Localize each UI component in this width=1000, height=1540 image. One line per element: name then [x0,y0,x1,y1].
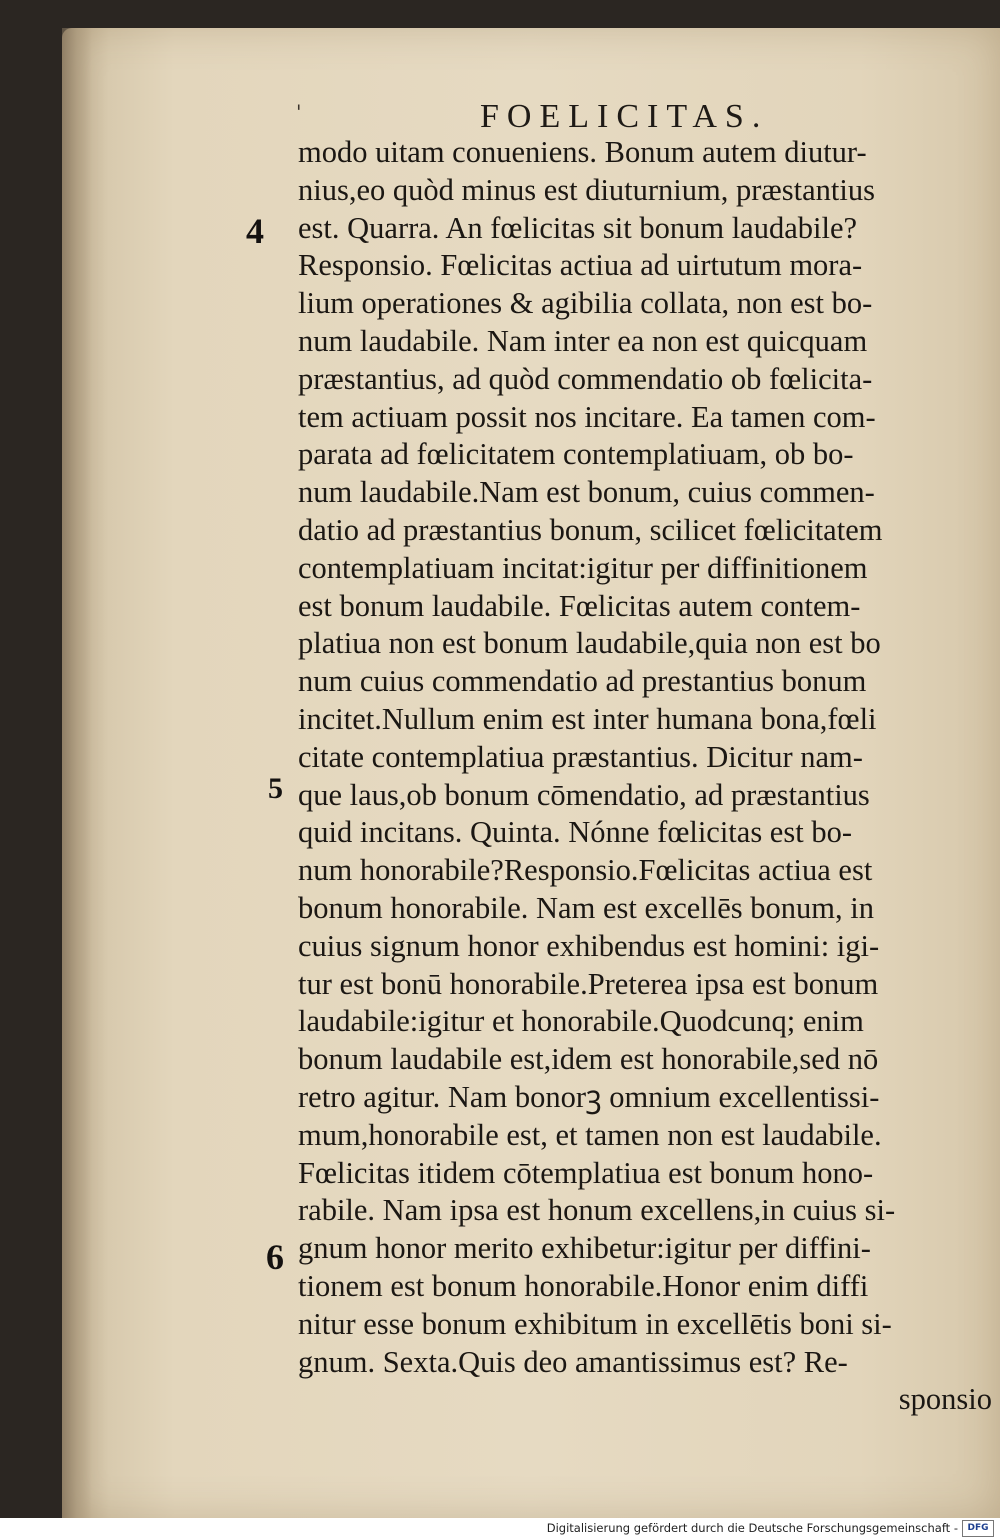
text-line: datio ad præstantius bonum, scilicet fœlicitatem [298,512,883,547]
margin-number-4: 4 [246,211,264,251]
text-line: Fœlicitas itidem cōtemplatiua est bonum hono- [298,1155,874,1190]
text-line: num laudabile.Nam est bonum, cuius commen- [298,475,875,510]
body-text [298,134,1000,1419]
dfg-logo-icon: DFG [962,1520,994,1537]
text-line: citate contemplatiua præstantius. Dicitur nam- [298,739,863,774]
text-line: tem actiuam possit nos incitare. Ea tamen com- [298,399,876,434]
page-gutter-shadow [62,28,92,1518]
text-line: gnum honor merito exhibetur:igitur per diffini- [298,1231,871,1266]
text-line: platiua non est bonum laudabile,quia non est bo [298,626,881,661]
text-line: contemplatiuam incitat:igitur per diffinitionem [298,550,868,585]
text-line: præstantius, ad quòd commendatio ob fœlicita- [298,361,873,396]
text-line: cuius signum honor exhibendus est homini: igi- [298,928,880,963]
text-line: que laus,ob bonum cōmendatio, ad præstantius [298,777,870,812]
text-line: retro agitur. Nam bonorꝫ omnium excellentissi- [298,1079,880,1114]
funding-credit: Digitalisierung gefördert durch die Deutsche Forschungsgemeinschaft - [546,1521,958,1535]
text-line: Responsio. Fœlicitas actiua ad uirtutum mora- [298,248,863,283]
text-line: num honorabile?Responsio.Fœlicitas actiua est [298,853,873,888]
margin-number-5: 5 [268,772,283,805]
text-line: lium operationes & agibilia collata, non est bo- [298,286,873,321]
text-line: tur est bonū honorabile.Preterea ipsa est bonum [298,966,879,1001]
text-line: parata ad fœlicitatem contemplatiuam, ob bo- [298,437,854,472]
text-line: nitur esse bonum exhibitum in excellētis boni si- [298,1306,892,1341]
text-line: tionem est bonum honorabile.Honor enim diffi [298,1268,869,1303]
text-line: num laudabile. Nam inter ea non est quicquam [298,323,868,358]
text-line: bonum laudabile est,idem est honorabile,sed nō [298,1042,879,1077]
text-line: num cuius commendatio ad prestantius bonum [298,664,867,699]
text-line: laudabile:igitur et honorabile.Quodcunq; enim [298,1004,864,1039]
text-line: rabile. Nam ipsa est honum excellens,in cuius si- [298,1193,896,1228]
text-line: est bonum laudabile. Fœlicitas autem contem- [298,588,861,623]
text-line: gnum. Sexta.Quis deo amantissimus est? Re- [298,1344,848,1379]
running-head: FOELICITAS. [480,98,769,135]
text-line: quid incitans. Quinta. Nónne fœlicitas est bo- [298,815,852,850]
text-line: mum,honorabile est, et tamen non est laudabile. [298,1117,882,1152]
text-line: modo uitam conueniens. Bonum autem diutur- [298,135,867,169]
text-line: bonum honorabile. Nam est excellēs bonum, in [298,890,874,925]
text-line: nius,eo quòd minus est diuturnium, præstantius [298,172,875,207]
text-line: incitet.Nullum enim est inter humana bona,fœli [298,701,877,736]
margin-number-6: 6 [266,1237,284,1277]
head-ink-mark: ' [296,100,302,124]
text-line: est. Quarra. An fœlicitas sit bonum laudabile? [298,210,858,245]
footer-bar [0,1518,1000,1540]
catchword: sponsio [898,1382,992,1417]
